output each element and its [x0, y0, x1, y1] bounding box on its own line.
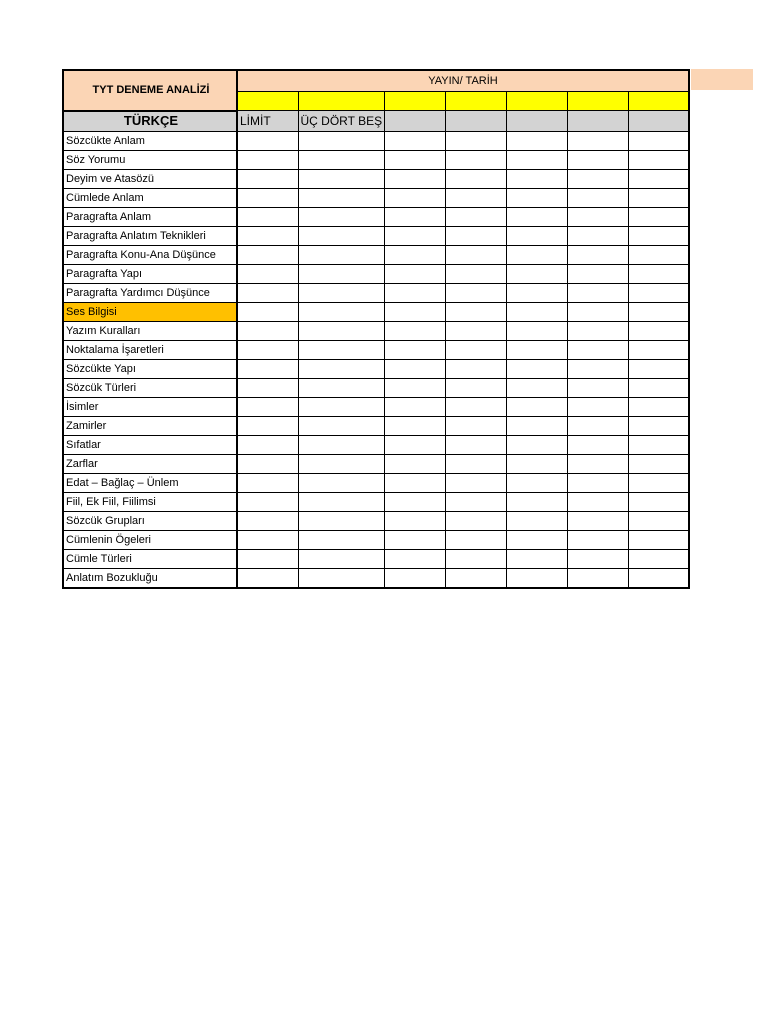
score-cell[interactable] [445, 264, 506, 283]
score-cell[interactable] [567, 302, 628, 321]
score-cell[interactable] [298, 435, 384, 454]
score-cell[interactable] [384, 207, 445, 226]
score-cell[interactable] [237, 416, 298, 435]
score-cell[interactable] [298, 397, 384, 416]
topic-label[interactable]: Deyim ve Atasözü [63, 169, 237, 188]
topic-label[interactable]: Söz Yorumu [63, 150, 237, 169]
score-cell[interactable] [384, 340, 445, 359]
score-cell[interactable] [237, 283, 298, 302]
score-cell[interactable] [237, 530, 298, 549]
table-row [63, 321, 689, 340]
topic-label[interactable]: Sözcükte Anlam [63, 131, 237, 150]
date-cell[interactable] [628, 92, 689, 111]
score-cell[interactable] [567, 245, 628, 264]
score-cell[interactable] [567, 340, 628, 359]
score-cell[interactable] [384, 378, 445, 397]
topic-label[interactable]: Anlatım Bozukluğu [63, 568, 237, 588]
score-cell[interactable] [384, 568, 445, 588]
score-cell[interactable] [445, 188, 506, 207]
score-cell[interactable] [628, 169, 689, 188]
score-cell[interactable] [628, 340, 689, 359]
score-cell[interactable] [384, 416, 445, 435]
score-cell[interactable] [237, 359, 298, 378]
score-cell[interactable] [298, 226, 384, 245]
score-cell[interactable] [628, 511, 689, 530]
topic-label[interactable]: Zamirler [63, 416, 237, 435]
score-cell[interactable] [445, 321, 506, 340]
score-cell[interactable] [567, 511, 628, 530]
topic-label[interactable]: Paragrafta Konu-Ana Düşünce [63, 245, 237, 264]
score-cell[interactable] [237, 492, 298, 511]
score-cell[interactable] [298, 530, 384, 549]
score-cell[interactable] [384, 511, 445, 530]
score-cell[interactable] [506, 492, 567, 511]
score-cell[interactable] [298, 416, 384, 435]
score-cell[interactable] [567, 188, 628, 207]
score-cell[interactable] [506, 340, 567, 359]
topic-label[interactable]: Zarflar [63, 454, 237, 473]
table-row [63, 511, 689, 530]
score-cell[interactable] [237, 264, 298, 283]
column-header[interactable] [506, 111, 567, 132]
score-cell[interactable] [445, 435, 506, 454]
topic-label[interactable]: Paragrafta Anlatım Teknikleri [63, 226, 237, 245]
score-cell[interactable] [628, 207, 689, 226]
score-cell[interactable] [506, 530, 567, 549]
score-cell[interactable] [445, 150, 506, 169]
score-cell[interactable] [567, 321, 628, 340]
header-fill-overflow [691, 69, 753, 90]
table-row [63, 454, 689, 473]
table-row [63, 397, 689, 416]
table-row [63, 264, 689, 283]
score-cell[interactable] [506, 131, 567, 150]
score-cell[interactable] [298, 454, 384, 473]
date-cell[interactable] [445, 92, 506, 111]
topic-label[interactable]: Noktalama İşaretleri [63, 340, 237, 359]
score-cell[interactable] [445, 302, 506, 321]
score-cell[interactable] [506, 283, 567, 302]
table-row [63, 530, 689, 549]
score-cell[interactable] [445, 207, 506, 226]
table-row [63, 568, 689, 588]
score-cell[interactable] [506, 302, 567, 321]
score-cell[interactable] [567, 454, 628, 473]
topic-label[interactable]: Ses Bilgisi [63, 302, 237, 321]
score-cell[interactable] [628, 226, 689, 245]
score-cell[interactable] [384, 530, 445, 549]
score-cell[interactable] [445, 245, 506, 264]
score-cell[interactable] [445, 530, 506, 549]
table-row [63, 226, 689, 245]
score-cell[interactable] [628, 492, 689, 511]
score-cell[interactable] [237, 340, 298, 359]
score-cell[interactable] [506, 511, 567, 530]
score-cell[interactable] [628, 150, 689, 169]
score-cell[interactable] [567, 378, 628, 397]
score-cell[interactable] [628, 245, 689, 264]
score-cell[interactable] [237, 188, 298, 207]
subject-header[interactable]: TÜRKÇE [63, 111, 237, 132]
date-cell[interactable] [567, 92, 628, 111]
score-cell[interactable] [506, 473, 567, 492]
topic-label[interactable]: Cümlede Anlam [63, 188, 237, 207]
score-cell[interactable] [384, 397, 445, 416]
score-cell[interactable] [567, 207, 628, 226]
score-cell[interactable] [298, 321, 384, 340]
score-cell[interactable] [298, 302, 384, 321]
table-row [63, 283, 689, 302]
table-row [63, 359, 689, 378]
score-cell[interactable] [237, 378, 298, 397]
score-cell[interactable] [567, 226, 628, 245]
table-row [63, 245, 689, 264]
score-cell[interactable] [567, 359, 628, 378]
score-cell[interactable] [628, 378, 689, 397]
table-row [63, 131, 689, 150]
score-cell[interactable] [237, 568, 298, 588]
score-cell[interactable] [298, 511, 384, 530]
score-cell[interactable] [567, 435, 628, 454]
score-cell[interactable] [298, 169, 384, 188]
score-cell[interactable] [384, 492, 445, 511]
date-cell[interactable] [384, 92, 445, 111]
score-cell[interactable] [298, 264, 384, 283]
score-cell[interactable] [384, 302, 445, 321]
column-header[interactable]: LİMİT [237, 111, 298, 132]
table-row [63, 150, 689, 169]
column-header[interactable] [445, 111, 506, 132]
score-cell[interactable] [628, 359, 689, 378]
score-cell[interactable] [628, 283, 689, 302]
score-cell[interactable] [628, 397, 689, 416]
score-cell[interactable] [384, 283, 445, 302]
score-cell[interactable] [628, 454, 689, 473]
score-cell[interactable] [384, 131, 445, 150]
score-cell[interactable] [237, 549, 298, 568]
score-cell[interactable] [237, 207, 298, 226]
score-cell[interactable] [298, 245, 384, 264]
score-cell[interactable] [628, 188, 689, 207]
score-cell[interactable] [384, 188, 445, 207]
score-cell[interactable] [384, 226, 445, 245]
table-row [63, 207, 689, 226]
table-row [63, 169, 689, 188]
publisher-date-header[interactable]: YAYIN/ TARİH [237, 70, 689, 92]
score-cell[interactable] [298, 359, 384, 378]
score-cell[interactable] [628, 549, 689, 568]
score-cell[interactable] [567, 397, 628, 416]
score-cell[interactable] [384, 150, 445, 169]
table-row [63, 188, 689, 207]
score-cell[interactable] [506, 568, 567, 588]
table-row [63, 340, 689, 359]
analysis-table [62, 69, 690, 589]
score-cell[interactable] [445, 397, 506, 416]
score-cell[interactable] [628, 568, 689, 588]
score-cell[interactable] [384, 169, 445, 188]
table-row [63, 435, 689, 454]
topic-label[interactable]: Sözcük Türleri [63, 378, 237, 397]
score-cell[interactable] [567, 530, 628, 549]
score-cell[interactable] [567, 568, 628, 588]
score-cell[interactable] [506, 321, 567, 340]
score-cell[interactable] [445, 226, 506, 245]
score-cell[interactable] [384, 454, 445, 473]
table-row [63, 549, 689, 568]
topic-label[interactable]: İsimler [63, 397, 237, 416]
score-cell[interactable] [237, 169, 298, 188]
score-cell[interactable] [567, 416, 628, 435]
score-cell[interactable] [506, 226, 567, 245]
score-cell[interactable] [506, 454, 567, 473]
score-cell[interactable] [506, 150, 567, 169]
score-cell[interactable] [237, 511, 298, 530]
score-cell[interactable] [506, 245, 567, 264]
column-header[interactable] [384, 111, 445, 132]
score-cell[interactable] [567, 264, 628, 283]
score-cell[interactable] [384, 359, 445, 378]
score-cell[interactable] [384, 549, 445, 568]
score-cell[interactable] [237, 454, 298, 473]
date-cell[interactable] [237, 92, 298, 111]
score-cell[interactable] [567, 549, 628, 568]
score-cell[interactable] [384, 264, 445, 283]
topic-label[interactable]: Cümle Türleri [63, 549, 237, 568]
score-cell[interactable] [506, 264, 567, 283]
score-cell[interactable] [628, 131, 689, 150]
score-cell[interactable] [384, 435, 445, 454]
score-cell[interactable] [384, 473, 445, 492]
topic-label[interactable]: Sıfatlar [63, 435, 237, 454]
column-header[interactable]: ÜÇ DÖRT BEŞ [298, 111, 384, 132]
topic-label[interactable]: Yazım Kuralları [63, 321, 237, 340]
score-cell[interactable] [628, 321, 689, 340]
score-cell[interactable] [567, 473, 628, 492]
score-cell[interactable] [445, 549, 506, 568]
score-cell[interactable] [445, 473, 506, 492]
score-cell[interactable] [298, 283, 384, 302]
score-cell[interactable] [237, 435, 298, 454]
table-row [63, 416, 689, 435]
score-cell[interactable] [298, 549, 384, 568]
score-cell[interactable] [506, 169, 567, 188]
score-cell[interactable] [567, 150, 628, 169]
column-header-row [63, 111, 689, 132]
score-cell[interactable] [298, 150, 384, 169]
score-cell[interactable] [506, 378, 567, 397]
score-cell[interactable] [237, 397, 298, 416]
score-cell[interactable] [445, 359, 506, 378]
score-cell[interactable] [567, 131, 628, 150]
score-cell[interactable] [384, 321, 445, 340]
score-cell[interactable] [567, 169, 628, 188]
score-cell[interactable] [298, 131, 384, 150]
topic-label[interactable]: Fiil, Ek Fiil, Fiilimsi [63, 492, 237, 511]
score-cell[interactable] [628, 416, 689, 435]
score-cell[interactable] [237, 245, 298, 264]
score-cell[interactable] [628, 473, 689, 492]
score-cell[interactable] [298, 340, 384, 359]
date-cell[interactable] [298, 92, 384, 111]
score-cell[interactable] [298, 378, 384, 397]
table-row [63, 302, 689, 321]
column-header[interactable] [567, 111, 628, 132]
table-row [63, 473, 689, 492]
score-cell[interactable] [445, 283, 506, 302]
score-cell[interactable] [298, 492, 384, 511]
score-cell[interactable] [298, 473, 384, 492]
score-cell[interactable] [506, 207, 567, 226]
score-cell[interactable] [628, 435, 689, 454]
score-cell[interactable] [506, 549, 567, 568]
topic-label[interactable]: Sözcük Grupları [63, 511, 237, 530]
score-cell[interactable] [237, 150, 298, 169]
date-cell[interactable] [506, 92, 567, 111]
score-cell[interactable] [628, 530, 689, 549]
score-cell[interactable] [445, 492, 506, 511]
score-cell[interactable] [445, 131, 506, 150]
topic-label[interactable]: Paragrafta Yapı [63, 264, 237, 283]
score-cell[interactable] [298, 568, 384, 588]
score-cell[interactable] [506, 188, 567, 207]
score-cell[interactable] [298, 188, 384, 207]
score-cell[interactable] [445, 511, 506, 530]
topic-label[interactable]: Sözcükte Yapı [63, 359, 237, 378]
topic-label[interactable]: Paragrafta Yardımcı Düşünce [63, 283, 237, 302]
column-header[interactable] [628, 111, 689, 132]
score-cell[interactable] [384, 245, 445, 264]
score-cell[interactable] [237, 226, 298, 245]
score-cell[interactable] [628, 302, 689, 321]
score-cell[interactable] [506, 397, 567, 416]
score-cell[interactable] [567, 492, 628, 511]
sheet-title[interactable]: TYT DENEME ANALİZİ [63, 70, 237, 111]
score-cell[interactable] [506, 359, 567, 378]
score-cell[interactable] [445, 378, 506, 397]
table-row [63, 492, 689, 511]
table-row [63, 378, 689, 397]
score-cell[interactable] [445, 416, 506, 435]
score-cell[interactable] [506, 416, 567, 435]
topic-label[interactable]: Edat – Bağlaç – Ünlem [63, 473, 237, 492]
score-cell[interactable] [445, 169, 506, 188]
score-cell[interactable] [445, 340, 506, 359]
score-cell[interactable] [506, 435, 567, 454]
score-cell[interactable] [628, 264, 689, 283]
score-cell[interactable] [298, 207, 384, 226]
topic-label[interactable]: Paragrafta Anlam [63, 207, 237, 226]
score-cell[interactable] [237, 321, 298, 340]
score-cell[interactable] [237, 131, 298, 150]
topic-label[interactable]: Cümlenin Ögeleri [63, 530, 237, 549]
score-cell[interactable] [567, 283, 628, 302]
score-cell[interactable] [237, 473, 298, 492]
score-cell[interactable] [445, 454, 506, 473]
score-cell[interactable] [445, 568, 506, 588]
score-cell[interactable] [237, 302, 298, 321]
